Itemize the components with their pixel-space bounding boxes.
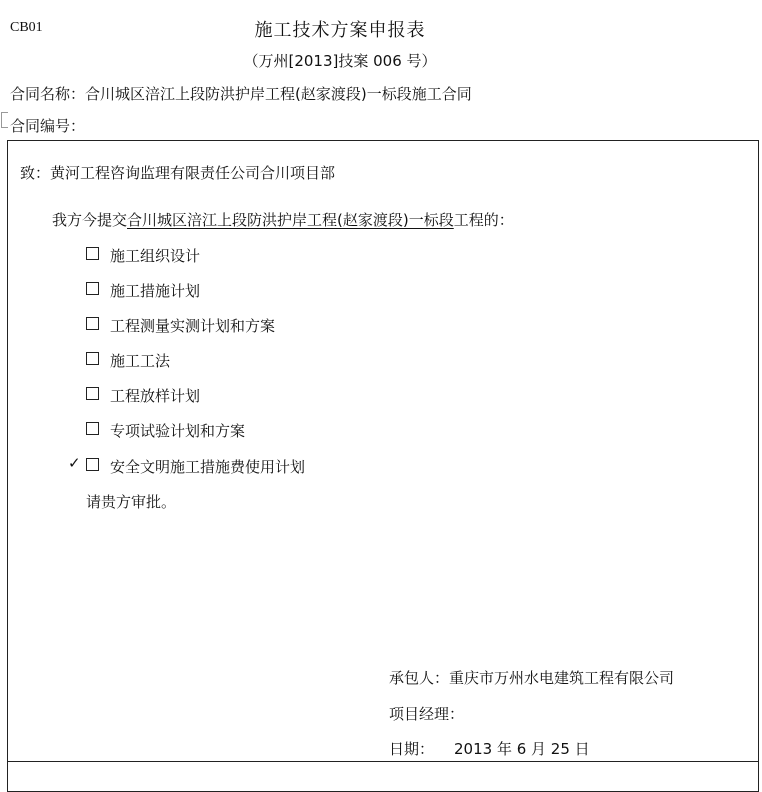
date-label: 日期： xyxy=(389,740,435,758)
document-number: （万州[2013]技案 006 号） xyxy=(243,52,437,70)
item-label: 施工措施计划 xyxy=(110,282,201,300)
project-manager-line: 项目经理： xyxy=(389,705,465,723)
checkbox[interactable] xyxy=(86,387,99,400)
item-label: 施工组织设计 xyxy=(110,247,201,265)
intro-suffix: 工程的： xyxy=(453,211,514,229)
checkbox[interactable] xyxy=(86,317,99,330)
item-label: 安全文明施工措施费使用计划 xyxy=(110,458,306,476)
check-mark-icon: ✓ xyxy=(68,454,81,472)
list-item[interactable] xyxy=(86,420,245,440)
list-item[interactable] xyxy=(86,385,200,405)
submission-statement xyxy=(52,209,514,230)
checkbox[interactable] xyxy=(86,352,99,365)
item-label: 工程放样计划 xyxy=(110,387,201,405)
project-name: 合川城区涪江上段防洪护岸工程(赵家渡段)一标段 xyxy=(127,211,454,229)
margin-marker xyxy=(1,112,8,128)
contract-number: 合同编号： xyxy=(10,117,86,135)
addressee-line: 致：黄河工程咨询监理有限责任公司合川项目部 xyxy=(20,164,336,182)
form-title: 施工技术方案申报表 xyxy=(254,20,426,41)
list-item[interactable] xyxy=(86,315,275,335)
checkbox[interactable] xyxy=(86,247,99,260)
item-label: 专项试验计划和方案 xyxy=(110,422,246,440)
checkbox[interactable] xyxy=(86,282,99,295)
checkbox[interactable] xyxy=(86,458,99,471)
checkbox[interactable] xyxy=(86,422,99,435)
contractor-line: 承包人：重庆市万州水电建筑工程有限公司 xyxy=(389,669,675,687)
item-label: 工程测量实测计划和方案 xyxy=(110,317,276,335)
intro-prefix: 我方今提交 xyxy=(52,211,128,229)
form-divider xyxy=(7,761,759,762)
list-item[interactable] xyxy=(86,350,170,370)
approval-request: 请贵方审批。 xyxy=(86,493,177,511)
contract-name: 合同名称：合川城区涪江上段防洪护岸工程(赵家渡段)一标段施工合同 xyxy=(10,85,472,103)
item-label: 施工工法 xyxy=(110,352,171,370)
list-item[interactable] xyxy=(86,245,200,265)
list-item[interactable] xyxy=(68,454,306,476)
list-item[interactable] xyxy=(86,280,200,300)
date-value: 2013 年 6 月 25 日 xyxy=(454,740,590,758)
date-line xyxy=(389,738,590,759)
form-code: CB01 xyxy=(10,20,43,35)
